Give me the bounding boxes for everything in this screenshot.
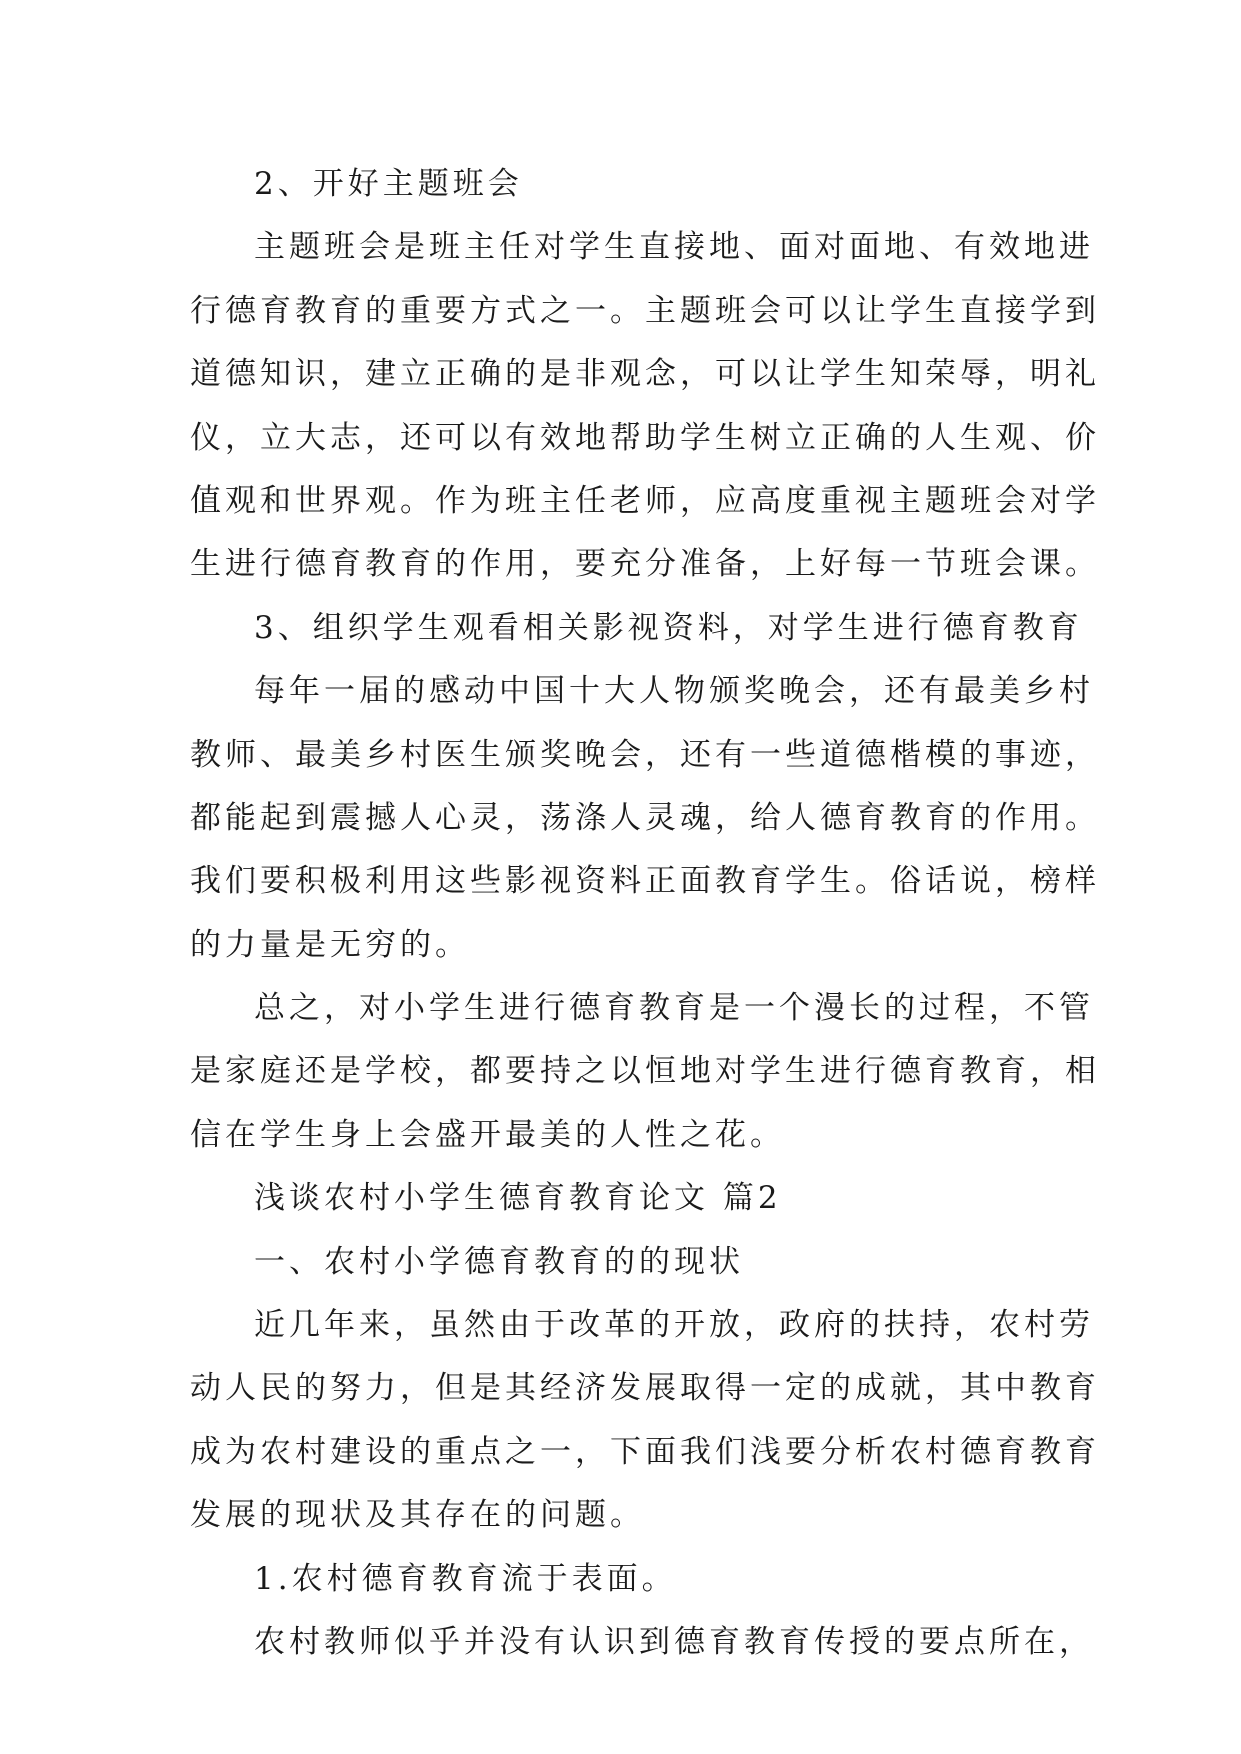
text-line: 仪，立大志，还可以有效地帮助学生树立正确的人生观、价 — [190, 419, 1100, 456]
text-line: 每年一届的感动中国十大人物颁奖晚会，还有最美乡村 — [254, 673, 1094, 710]
text-line: 2、开好主题班会 — [254, 166, 523, 202]
document-page — [190, 153, 1100, 1674]
text-line: 都能起到震撼人心灵，荡涤人灵魂，给人德育教育的作用。 — [190, 799, 1100, 836]
text-line: 信在学生身上会盛开最美的人性之花。 — [190, 1116, 785, 1153]
text-line: 值观和世界观。作为班主任老师，应高度重视主题班会对学 — [190, 482, 1100, 519]
text-line: 3、组织学生观看相关影视资料，对学生进行德育教育 — [254, 609, 1083, 646]
text-line: 总之，对小学生进行德育教育是一个漫长的过程，不管 — [254, 990, 1094, 1027]
text-line: 教师、最美乡村医生颁奖晚会，还有一些道德楷模的事迹， — [190, 736, 1100, 773]
section-heading: 浅谈农村小学生德育教育论文 篇2 — [254, 1180, 782, 1217]
list-item-heading: 1.农村德育教育流于表面。 — [254, 1560, 677, 1597]
text-line: 的力量是无穷的。 — [190, 926, 470, 963]
subsection-heading: 一、农村小学德育教育的的现状 — [254, 1243, 744, 1280]
text-line: 行德育教育的重要方式之一。主题班会可以让学生直接学到 — [190, 292, 1100, 329]
text-line: 农村教师似乎并没有认识到德育教育传授的要点所在， — [254, 1623, 1094, 1660]
text-line: 生进行德育教育的作用，要充分准备，上好每一节班会课。 — [190, 546, 1100, 583]
text-line: 主题班会是班主任对学生直接地、面对面地、有效地进 — [254, 229, 1094, 266]
text-line: 是家庭还是学校，都要持之以恒地对学生进行德育教育，相 — [190, 1053, 1100, 1090]
text-line: 近几年来，虽然由于改革的开放，政府的扶持，农村劳 — [254, 1307, 1094, 1344]
text-line: 道德知识，建立正确的是非观念，可以让学生知荣辱，明礼 — [190, 356, 1100, 393]
text-line: 我们要积极利用这些影视资料正面教育学生。俗话说，榜样 — [190, 863, 1100, 900]
text-line: 发展的现状及其存在的问题。 — [190, 1497, 645, 1534]
text-line: 成为农村建设的重点之一，下面我们浅要分析农村德育教育 — [190, 1433, 1100, 1470]
text-line: 动人民的努力，但是其经济发展取得一定的成就，其中教育 — [190, 1370, 1100, 1407]
